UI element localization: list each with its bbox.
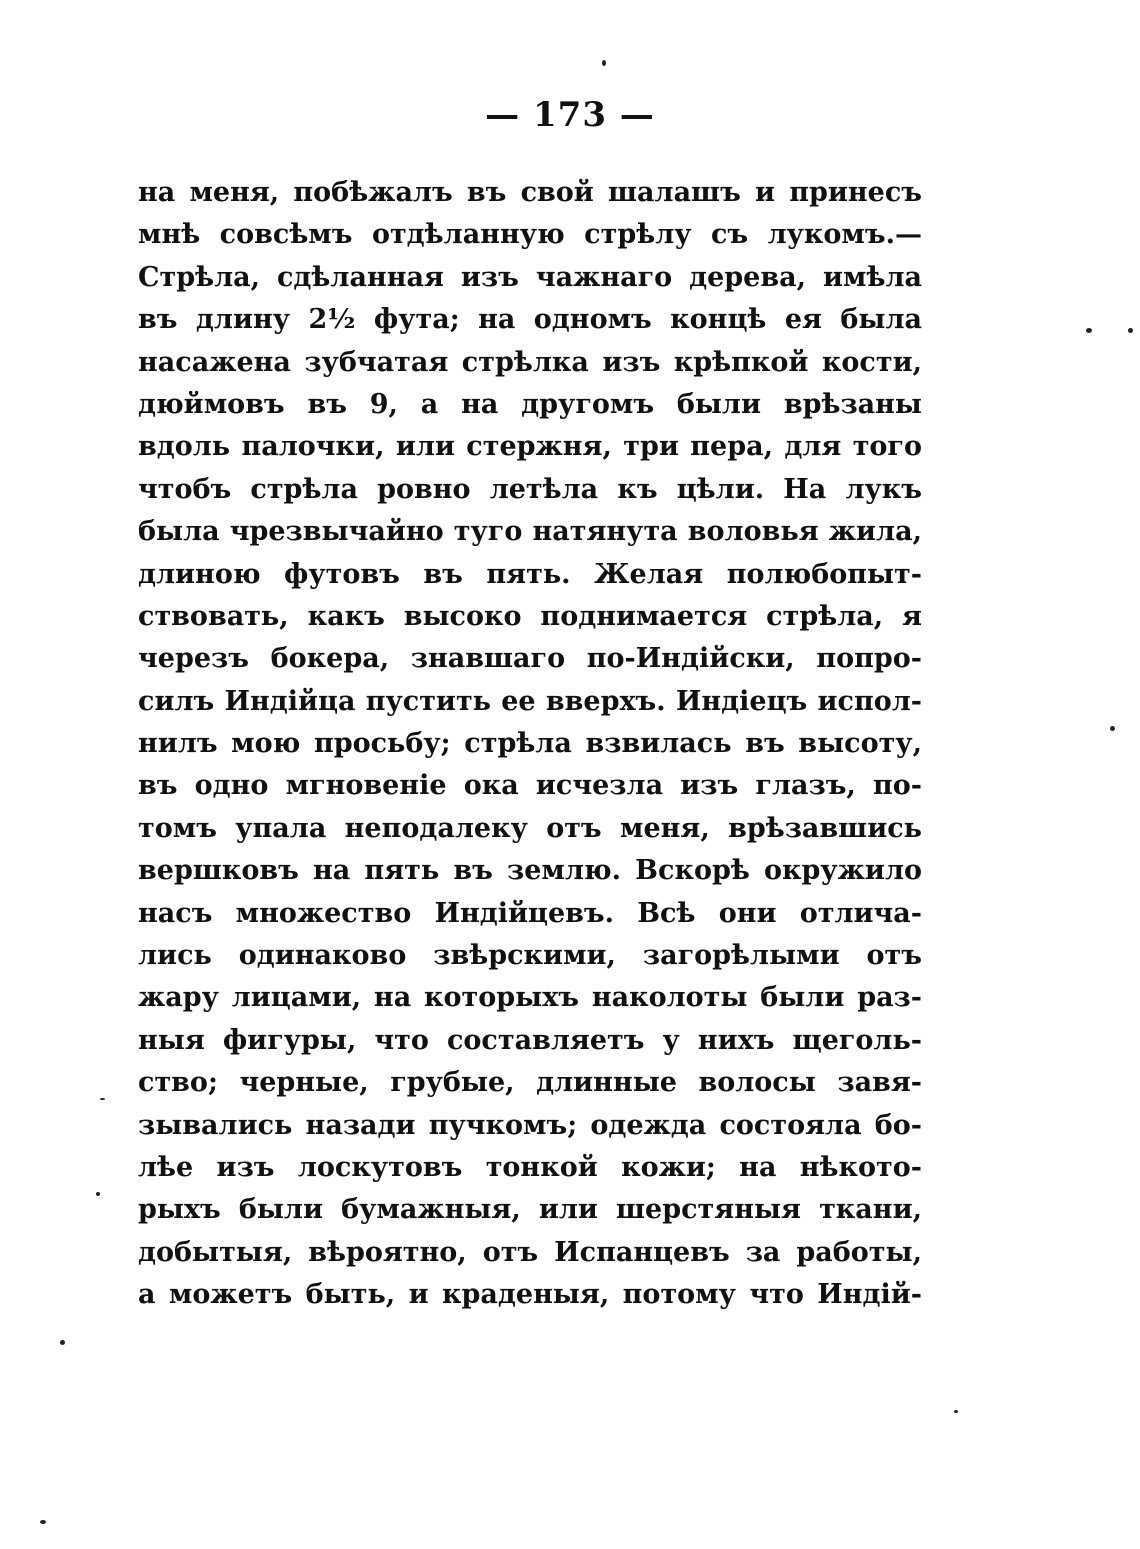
text-line: добытыя, вѣроятно, отъ Испанцевъ за работы, xyxy=(138,1236,922,1268)
scan-speck xyxy=(60,1340,65,1345)
scan-speck xyxy=(602,60,606,66)
text-line: вершковъ на пять въ землю. Вскорѣ окружило xyxy=(138,855,922,887)
text-line: лись одинаково звѣрскими, загорѣлыми отъ xyxy=(138,940,922,972)
text-line: лѣе изъ лоскутовъ тонкой кожи; на нѣкото- xyxy=(138,1151,922,1183)
text-line: силъ Индійца пустить ее вверхъ. Индіецъ испол- xyxy=(138,685,922,717)
text-line: насажена зубчатая стрѣлка изъ крѣпкой кости, xyxy=(138,346,922,378)
text-line: ныя фигуры, что составляетъ у нихъ щеголь- xyxy=(138,1024,922,1056)
text-line: чтобъ стрѣла ровно летѣла къ цѣли. На лукъ xyxy=(138,473,922,505)
text-line: мнѣ совсѣмъ отдѣланную стрѣлу съ лукомъ.— xyxy=(138,219,922,251)
scan-speck xyxy=(100,1098,105,1100)
text-line: а можетъ быть, и краденыя, потому что Индій- xyxy=(138,1279,922,1311)
text-line: насъ множество Индійцевъ. Всѣ они отлича- xyxy=(138,897,922,929)
text-line: черезъ бокера, знавшаго по-Индійски, попро- xyxy=(138,643,922,675)
text-line: жару лицами, на которыхъ наколоты были раз- xyxy=(138,982,922,1014)
scan-speck xyxy=(1128,328,1133,333)
scan-speck xyxy=(1110,726,1115,731)
text-line: вдоль палочки, или стержня, три пера, для того xyxy=(138,431,922,463)
text-line: томъ упала неподалеку отъ меня, врѣзавшись xyxy=(138,812,922,844)
text-line: дюймовъ въ 9, а на другомъ были врѣзаны xyxy=(138,388,922,420)
text-line: въ одно мгновеніе ока исчезла изъ глазъ, по- xyxy=(138,770,922,802)
body-text xyxy=(138,172,922,1317)
text-line: зывались назади пучкомъ; одежда состояла бо- xyxy=(138,1109,922,1141)
text-line: Стрѣла, сдѣланная изъ чажнаго дерева, имѣла xyxy=(138,261,922,293)
scan-speck xyxy=(96,1192,100,1196)
text-line: ствовать, какъ высоко поднимается стрѣла, я xyxy=(138,600,922,632)
scan-speck xyxy=(1086,328,1092,333)
text-line: нилъ мою просьбу; стрѣла взвилась въ высоту, xyxy=(138,728,922,760)
text-line: въ длину 2½ фута; на одномъ концѣ ея была xyxy=(138,304,922,336)
scan-speck xyxy=(40,1520,46,1524)
text-line: рыхъ были бумажныя, или шерстяныя ткани, xyxy=(138,1194,922,1226)
text-line: на меня, побѣжалъ въ свой шалашъ и принесъ xyxy=(138,177,922,208)
text-line: ство; черные, грубые, длинные волосы завя- xyxy=(138,1067,922,1099)
scan-speck xyxy=(954,1410,958,1413)
text-line: длиною футовъ въ пять. Желая полюбопыт- xyxy=(138,558,922,590)
page-number: — 173 — xyxy=(485,95,655,135)
text-line: была чрезвычайно туго натянута воловья жила, xyxy=(138,516,922,548)
